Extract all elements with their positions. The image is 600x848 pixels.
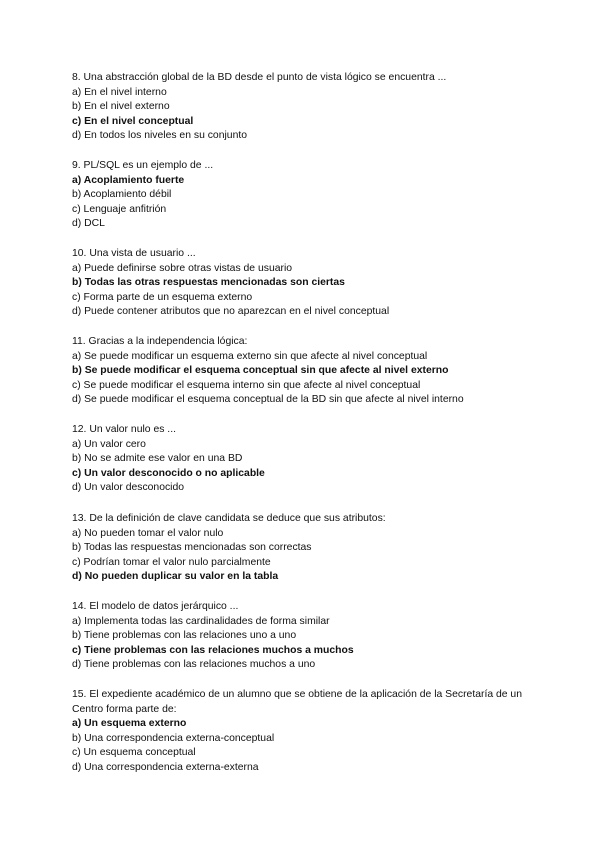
option-a-correct: a) Un esquema externo — [72, 718, 187, 730]
option-b-correct: b) Se puede modificar el esquema conceptual sin que afecte al nivel externo — [72, 365, 449, 377]
option-a: a) Implementa todas las cardinalidades de forma similar — [72, 615, 330, 627]
option-a: a) Se puede modificar un esquema externo sin que afecte al nivel conceptual — [72, 350, 428, 362]
question-prompt: 11. Gracias a la independencia lógica: — [72, 336, 248, 347]
question-prompt: 9. PL/SQL es un ejemplo de ... — [72, 160, 214, 171]
question-14 — [72, 600, 542, 673]
option-d: d) En todos los niveles en su conjunto — [72, 130, 248, 142]
question-13 — [72, 512, 542, 585]
option-c-correct: c) Un valor desconocido o no aplicable — [72, 467, 265, 479]
option-a-correct: a) Acoplamiento fuerte — [72, 174, 185, 186]
question-prompt: 14. El modelo de datos jerárquico ... — [72, 601, 239, 612]
option-d: d) Puede contener atributos que no aparezcan en el nivel conceptual — [72, 306, 390, 318]
option-c-correct: c) Tiene problemas con las relaciones muchos a muchos — [72, 644, 354, 656]
option-d-correct: d) No pueden duplicar su valor en la tabla — [72, 571, 279, 583]
option-b: b) No se admite ese valor en una BD — [72, 453, 243, 465]
option-b: b) Todas las respuestas mencionadas son correctas — [72, 542, 312, 554]
option-a: a) En el nivel interno — [72, 86, 167, 98]
option-d: d) DCL — [72, 218, 105, 230]
question-11 — [72, 335, 542, 408]
option-c: c) Un esquema conceptual — [72, 747, 196, 759]
option-c: c) Podrían tomar el valor nulo parcialmente — [72, 556, 271, 568]
option-c: c) Lenguaje anfitrión — [72, 203, 167, 215]
option-b: b) Acoplamiento débil — [72, 189, 172, 201]
question-8 — [72, 71, 542, 144]
question-prompt: 12. Un valor nulo es ... — [72, 424, 176, 435]
question-9 — [72, 159, 542, 232]
option-c: c) Forma parte de un esquema externo — [72, 291, 253, 303]
option-a: a) Puede definirse sobre otras vistas de usuario — [72, 262, 293, 274]
option-b: b) Una correspondencia externa-conceptual — [72, 732, 275, 744]
option-d: d) Se puede modificar el esquema conceptual de la BD sin que afecte al nivel interno — [72, 394, 464, 406]
question-15 — [72, 688, 542, 776]
option-d: d) Una correspondencia externa-externa — [72, 761, 259, 773]
option-d: d) Un valor desconocido — [72, 482, 185, 494]
question-12 — [72, 423, 542, 496]
option-a: a) No pueden tomar el valor nulo — [72, 527, 224, 539]
question-prompt: 13. De la definición de clave candidata se deduce que sus atributos: — [72, 513, 386, 524]
question-10 — [72, 247, 542, 320]
question-prompt: 10. Una vista de usuario ... — [72, 248, 196, 259]
option-c: c) Se puede modificar el esquema interno sin que afecte al nivel conceptual — [72, 379, 421, 391]
question-prompt: 15. El expediente académico de un alumno que se obtiene de la aplicación de la Secretaría de un Centro forma parte de: — [72, 689, 522, 715]
option-b-correct: b) Todas las otras respuestas mencionadas son ciertas — [72, 277, 345, 289]
option-d: d) Tiene problemas con las relaciones muchos a uno — [72, 659, 316, 671]
option-b: b) En el nivel externo — [72, 101, 170, 113]
question-prompt: 8. Una abstracción global de la BD desde el punto de vista lógico se encuentra ... — [72, 72, 447, 83]
option-c-correct: c) En el nivel conceptual — [72, 115, 194, 127]
option-a: a) Un valor cero — [72, 438, 146, 450]
option-b: b) Tiene problemas con las relaciones uno a uno — [72, 630, 297, 642]
